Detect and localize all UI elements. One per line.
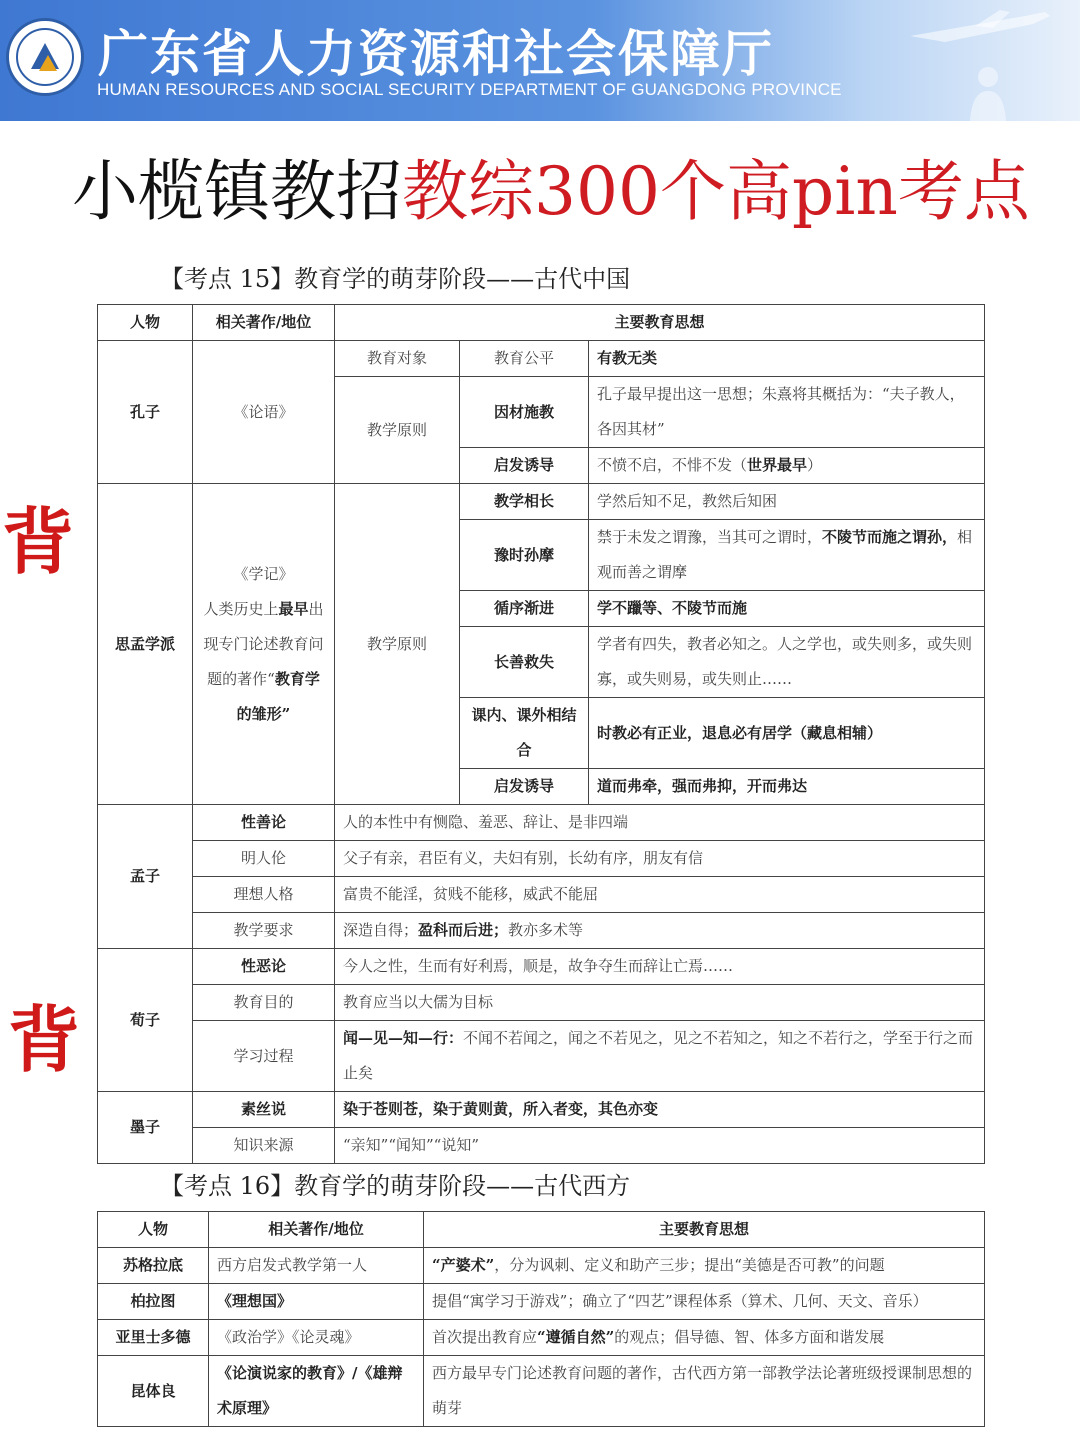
person-cell: 孟子 (98, 805, 193, 949)
value-cell: 禁于未发之谓豫，当其可之谓时，不陵节而施之谓孙，相观而善之谓摩 (589, 520, 985, 591)
table-row (98, 913, 985, 949)
person-cell: 墨子 (98, 1092, 193, 1164)
work-cell: 西方启发式教学第一人 (209, 1248, 424, 1284)
value-cell: 道而弗牵，强而弗抑，开而弗达 (589, 769, 985, 805)
department-logo (6, 18, 84, 96)
key-cell: 豫时孙摩 (460, 520, 589, 591)
key-cell: 性恶论 (193, 949, 335, 985)
table-row (98, 1356, 985, 1427)
person-cell: 亚里士多德 (98, 1320, 209, 1356)
person-icon (968, 65, 1008, 121)
category-cell: 教育对象 (335, 341, 460, 377)
table-header-row (98, 1212, 985, 1248)
value-cell: 闻—见—知—行：不闻不若闻之，闻之不若见之，见之不若知之，知之不若行之，学至于行之而止矣 (335, 1021, 985, 1092)
table-row (98, 1248, 985, 1284)
value-cell: “产婆术”，分为讽刺、定义和助产三步；提出“美德是否可教”的问题 (424, 1248, 985, 1284)
table-row (98, 484, 985, 520)
recite-mark: 背 (2, 499, 75, 584)
value-cell: 学然后知不足，教然后知困 (589, 484, 985, 520)
table-row (98, 877, 985, 913)
person-cell: 思孟学派 (98, 484, 193, 805)
table-row (98, 1128, 985, 1164)
header-thought: 主要教育思想 (424, 1212, 985, 1248)
value-cell: 富贵不能淫，贫贱不能移，威武不能屈 (335, 877, 985, 913)
key-cell: 教育公平 (460, 341, 589, 377)
main-title: 小榄镇教招教综300个高pin考点 (72, 153, 1030, 230)
value-cell: 时教必有正业，退息必有居学（藏息相辅） (589, 698, 985, 769)
value-cell: 提倡“寓学习于游戏”；确立了“四艺”课程体系（算术、几何、天文、音乐） (424, 1284, 985, 1320)
value-cell: 父子有亲，君臣有义，夫妇有别，长幼有序，朋友有信 (335, 841, 985, 877)
key-cell: 教学要求 (193, 913, 335, 949)
key-cell: 明人伦 (193, 841, 335, 877)
table-ancient-china (97, 304, 985, 1164)
header-banner (0, 0, 1080, 121)
work-cell: 《政治学》《论灵魂》 (209, 1320, 424, 1356)
department-subtitle: HUMAN RESOURCES AND SOCIAL SECURITY DEPARTMENT OF GUANGDONG PROVINCE (97, 80, 842, 99)
header-person: 人物 (98, 1212, 209, 1248)
key-cell: 启发诱导 (460, 448, 589, 484)
person-cell: 柏拉图 (98, 1284, 209, 1320)
header-work: 相关著作/地位 (209, 1212, 424, 1248)
value-cell: “亲知”“闻知”“说知” (335, 1128, 985, 1164)
key-cell: 循序渐进 (460, 591, 589, 627)
table-row (98, 985, 985, 1021)
value-cell: 教育应当以大儒为目标 (335, 985, 985, 1021)
section-15-title: 【考点 15】教育学的萌芽阶段——古代中国 (160, 265, 631, 293)
value-cell: 西方最早专门论述教育问题的著作，古代西方第一部教学法论著班级授课制思想的萌芽 (424, 1356, 985, 1427)
category-cell: 教学原则 (335, 377, 460, 484)
value-cell: 有教无类 (589, 341, 985, 377)
key-cell: 性善论 (193, 805, 335, 841)
key-cell: 课内、课外相结合 (460, 698, 589, 769)
value-cell: 人的本性中有恻隐、羞恶、辞让、是非四端 (335, 805, 985, 841)
key-cell: 教育目的 (193, 985, 335, 1021)
airplane-icon (905, 8, 1055, 48)
category-cell: 教学原则 (335, 484, 460, 805)
key-cell: 教学相长 (460, 484, 589, 520)
work-cell: 《学记》 人类历史上最早出现专门论述教育问题的著作“教育学的雏形” (193, 484, 335, 805)
table-row (98, 1284, 985, 1320)
work-cell: 《论演说家的教育》/《雄辩术原理》 (209, 1356, 424, 1427)
department-title: 广东省人力资源和社会保障厅 (98, 25, 774, 83)
person-cell: 苏格拉底 (98, 1248, 209, 1284)
work-cell: 《论语》 (193, 341, 335, 484)
table-row (98, 1092, 985, 1128)
value-cell: 深造自得；盈科而后进；教亦多术等 (335, 913, 985, 949)
work-cell: 《理想国》 (209, 1284, 424, 1320)
table-row (98, 341, 985, 377)
table-row (98, 949, 985, 985)
key-cell: 理想人格 (193, 877, 335, 913)
table-row (98, 841, 985, 877)
section-16-title: 【考点 16】教育学的萌芽阶段——古代西方 (160, 1172, 631, 1200)
value-cell: 学者有四失，教者必知之。人之学也，或失则多，或失则寡，或失则易，或失则止…… (589, 627, 985, 698)
value-cell: 首次提出教育应“遵循自然”的观点；倡导德、智、体多方面和谐发展 (424, 1320, 985, 1356)
value-cell: 今人之性，生而有好利焉，顺是，故争夺生而辞让亡焉…… (335, 949, 985, 985)
table-row (98, 805, 985, 841)
key-cell: 启发诱导 (460, 769, 589, 805)
header-thought: 主要教育思想 (335, 305, 985, 341)
value-cell: 不愤不启，不悱不发（世界最早） (589, 448, 985, 484)
key-cell: 素丝说 (193, 1092, 335, 1128)
value-cell: 染于苍则苍，染于黄则黄，所入者变，其色亦变 (335, 1092, 985, 1128)
value-cell: 孔子最早提出这一思想；朱熹将其概括为：“夫子教人，各因其材” (589, 377, 985, 448)
key-cell: 长善救失 (460, 627, 589, 698)
value-cell: 学不躐等、不陵节而施 (589, 591, 985, 627)
recite-mark: 背 (8, 997, 81, 1082)
key-cell: 因材施教 (460, 377, 589, 448)
person-cell: 孔子 (98, 341, 193, 484)
key-cell: 知识来源 (193, 1128, 335, 1164)
table-header-row (98, 305, 985, 341)
person-cell: 昆体良 (98, 1356, 209, 1427)
table-ancient-west (97, 1211, 985, 1427)
header-work: 相关著作/地位 (193, 305, 335, 341)
key-cell: 学习过程 (193, 1021, 335, 1092)
person-cell: 荀子 (98, 949, 193, 1092)
table-row (98, 1320, 985, 1356)
header-person: 人物 (98, 305, 193, 341)
